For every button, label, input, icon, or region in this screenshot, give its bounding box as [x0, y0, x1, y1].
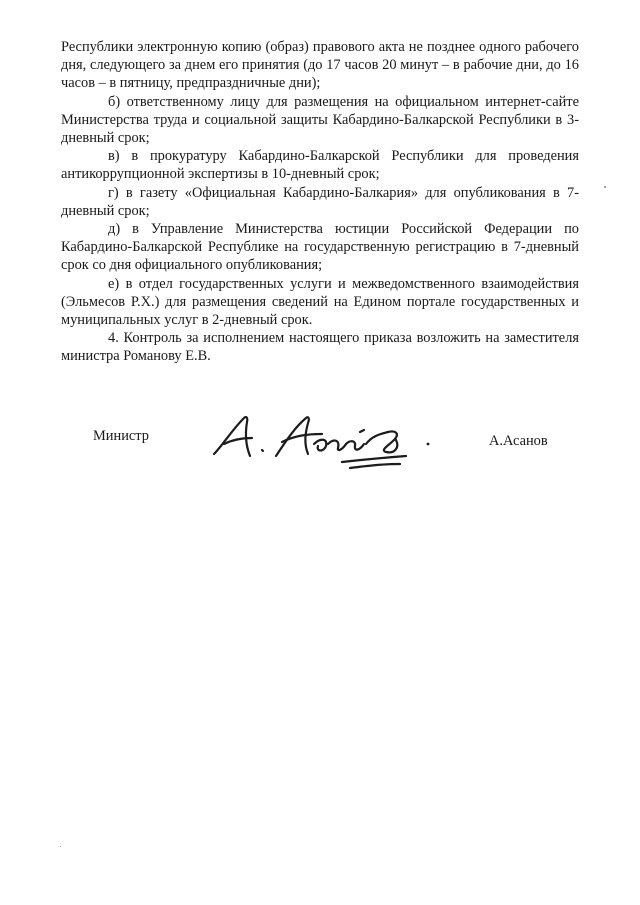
paragraph-item-g: г) в газету «Официальная Кабардино-Балкария» для опубликования в 7-дневный срок;: [61, 184, 579, 219]
signature-block: [0, 424, 640, 474]
signer-title: Министр: [93, 428, 149, 444]
scan-speck: [60, 846, 61, 847]
scan-speck: [604, 186, 606, 188]
paragraph-continuation: Республики электронную копию (образ) правового акта не позднее одного рабочего дня, следующего за днем его принятия (до 17 часов 20 минут – в рабочие дни, до 16 часов – в пятницу, предпраздничные дни);: [61, 39, 579, 92]
paragraph-item-e: е) в отдел государственных услуги и межведомственного взаимодействия (Эльмесов Р.Х.) для размещения сведений на Едином портале государственных и муниципальных услуг в 2-дневный срок.: [61, 275, 579, 329]
paragraph-point-4: 4. Контроль за исполнением настоящего приказа возложить на заместителя министра Романову Е.В.: [61, 330, 579, 365]
paragraph-item-v: в) в прокуратуру Кабардино-Балкарской Республики для проведения антикоррупционной экспертизы в 10-дневный срок;: [61, 148, 579, 183]
handwritten-signature: [210, 410, 440, 474]
signer-name: А.Асанов: [489, 433, 548, 449]
paragraph-item-b: б) ответственному лицу для размещения на официальном интернет-сайте Министерства труда и социальной защиты Кабардино-Балкарской Республики в 3-дневный срок;: [61, 93, 579, 147]
paragraph-item-d: д) в Управление Министерства юстиции Российской Федерации по Кабардино-Балкарской Республике на государственную регистрацию в 7-дневный срок со дня официального опубликования;: [61, 221, 579, 274]
document-body: [61, 38, 579, 366]
